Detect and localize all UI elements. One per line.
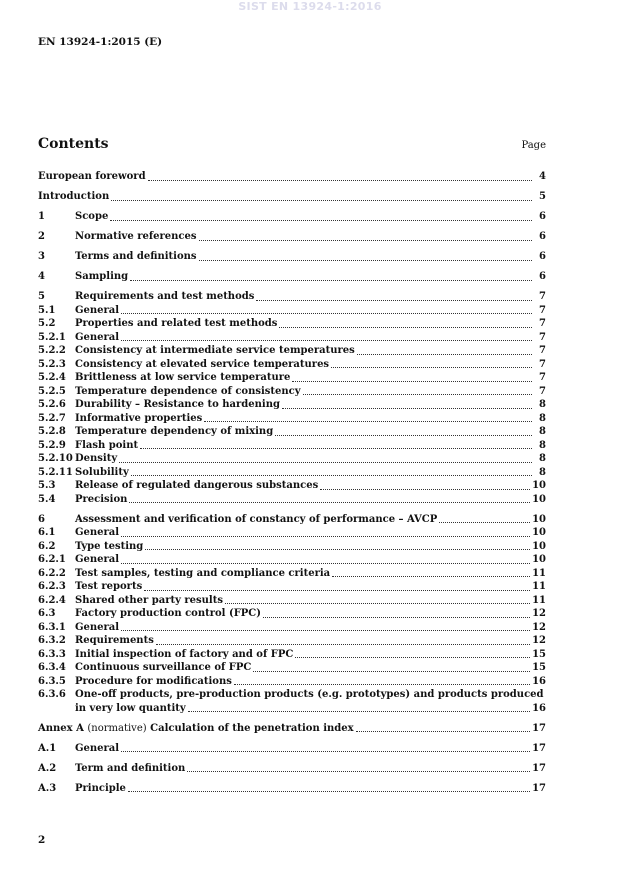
leader-dots bbox=[121, 313, 532, 314]
leader-dots bbox=[121, 340, 532, 341]
contents-header bbox=[38, 136, 546, 152]
leader-dots bbox=[148, 180, 532, 181]
toc-entry[interactable] bbox=[38, 607, 546, 621]
toc-entry-annex[interactable] bbox=[38, 722, 546, 736]
toc-entry-page: 17 bbox=[532, 742, 546, 754]
toc-entry[interactable] bbox=[38, 742, 546, 756]
toc-entry-number: 6.1 bbox=[38, 527, 56, 538]
toc-entry-number: 3 bbox=[38, 251, 45, 262]
leader-dots bbox=[188, 711, 530, 712]
toc-entry-title: Flash point bbox=[75, 439, 139, 451]
toc-entry-number: 5.2.3 bbox=[38, 358, 66, 370]
leader-dots bbox=[292, 381, 532, 382]
toc-entry[interactable] bbox=[38, 479, 546, 493]
toc-entry-page: 12 bbox=[532, 621, 546, 633]
toc-entry-number: 5.3 bbox=[38, 480, 56, 491]
leader-dots bbox=[253, 671, 530, 672]
toc-entry-number: 6.2.2 bbox=[38, 567, 66, 579]
toc-entry[interactable] bbox=[38, 304, 546, 318]
leader-dots bbox=[282, 408, 532, 409]
leader-dots bbox=[320, 489, 530, 490]
toc-entry-page: 10 bbox=[532, 493, 546, 505]
toc-entry-number: 5.2 bbox=[38, 318, 56, 329]
toc-entry-title: Initial inspection of factory and of FPC bbox=[75, 648, 294, 660]
toc-entry-title: Factory production control (FPC) bbox=[75, 608, 262, 619]
toc-entry-number: 6.2.3 bbox=[38, 581, 66, 592]
leader-dots bbox=[357, 354, 532, 355]
toc-entry[interactable] bbox=[38, 170, 546, 184]
toc-entry-title: Density bbox=[75, 453, 118, 464]
toc-entry-number: 5.2.9 bbox=[38, 439, 66, 451]
toc-entry-page: 17 bbox=[532, 762, 546, 774]
toc-entry-page: 6 bbox=[539, 231, 546, 242]
toc-entry[interactable] bbox=[38, 398, 546, 412]
toc-entry-page: 7 bbox=[539, 331, 546, 343]
annex-type: (normative) bbox=[87, 722, 147, 734]
toc-entry-title: European foreword bbox=[38, 171, 146, 182]
toc-entry-number: 6.2.1 bbox=[38, 554, 66, 565]
toc-entry-title: One-off products, pre-production products (e.g. prototypes) and products produced bbox=[75, 689, 544, 700]
toc-entry-page: 15 bbox=[532, 648, 546, 660]
toc-entry[interactable] bbox=[38, 567, 546, 581]
toc-entry-page: 7 bbox=[539, 358, 546, 370]
toc-entry[interactable] bbox=[38, 412, 546, 426]
toc-entry-number: 2 bbox=[38, 231, 45, 242]
toc-entry[interactable] bbox=[38, 526, 546, 540]
toc-entry-page: 11 bbox=[532, 567, 546, 579]
leader-dots bbox=[275, 435, 532, 436]
leader-dots bbox=[331, 367, 532, 368]
toc-entry-title: Requirements and test methods bbox=[75, 291, 255, 302]
toc-entry-page: 11 bbox=[532, 581, 546, 592]
toc-entry-number: A.1 bbox=[38, 742, 57, 754]
toc-entry-page: 10 bbox=[532, 527, 546, 538]
leader-dots bbox=[263, 617, 530, 618]
toc-entry-title: Principle bbox=[75, 782, 126, 794]
toc-entry[interactable] bbox=[38, 540, 546, 554]
toc-entry-number: 5.2.4 bbox=[38, 372, 66, 383]
toc-entry-number: 6.3.6 bbox=[38, 689, 66, 700]
toc-entry-page: 6 bbox=[539, 251, 546, 262]
leader-dots bbox=[295, 657, 530, 658]
toc-entry-number: 6.2.4 bbox=[38, 594, 66, 606]
toc-entry-page: 8 bbox=[539, 453, 546, 464]
toc-entry-title: Consistency at intermediate service temperatures bbox=[75, 345, 355, 356]
toc-entry-title: Informative properties bbox=[75, 412, 203, 424]
toc-entry-title: Introduction bbox=[38, 191, 110, 202]
toc-entry[interactable] bbox=[38, 621, 546, 635]
toc-entry-number: 6.3.3 bbox=[38, 648, 66, 660]
toc-entry[interactable] bbox=[38, 317, 546, 331]
toc-entry[interactable] bbox=[38, 580, 546, 594]
toc-entry[interactable] bbox=[38, 371, 546, 385]
toc-entry-number: 5 bbox=[38, 291, 45, 302]
toc-entry-title: Precision bbox=[75, 493, 128, 505]
toc-entry-page: 8 bbox=[539, 412, 546, 424]
toc-entry-title: Terms and definitions bbox=[75, 251, 197, 262]
toc-entry-title: General bbox=[75, 331, 120, 343]
toc-entry-number: 5.2.1 bbox=[38, 331, 66, 343]
toc-entry-number: 5.2.10 bbox=[38, 453, 73, 464]
toc-entry[interactable] bbox=[38, 762, 546, 776]
toc-entry-number: 6 bbox=[38, 513, 45, 525]
leader-dots bbox=[130, 280, 532, 281]
toc-entry-title: Type testing bbox=[75, 540, 144, 552]
toc-entry-title: Consistency at elevated service temperatures bbox=[75, 358, 330, 370]
page-column-label: Page bbox=[521, 140, 546, 151]
toc-entry[interactable] bbox=[38, 782, 546, 796]
toc-entry-page: 10 bbox=[532, 513, 546, 525]
toc-entry[interactable] bbox=[38, 425, 546, 439]
toc-entry-page: 7 bbox=[539, 318, 546, 329]
toc-entry-page: 10 bbox=[532, 480, 546, 491]
toc-entry-page: 8 bbox=[539, 466, 546, 478]
leader-dots bbox=[129, 502, 530, 503]
leader-dots bbox=[356, 731, 530, 732]
toc-entry-title: General bbox=[75, 554, 120, 565]
toc-entry-title: Requirements bbox=[75, 635, 154, 646]
toc-entry-page: 5 bbox=[539, 191, 546, 202]
toc-entry-page: 6 bbox=[539, 211, 546, 222]
leader-dots bbox=[140, 448, 532, 449]
toc-entry-title: Properties and related test methods bbox=[75, 318, 278, 329]
toc-entry[interactable] bbox=[38, 688, 546, 702]
toc-entry[interactable] bbox=[38, 452, 546, 466]
toc-entry-title: Test reports bbox=[75, 581, 143, 592]
leader-dots bbox=[128, 791, 530, 792]
watermark: SIST EN 13924-1:2016 bbox=[238, 0, 382, 13]
toc-entry-page: 8 bbox=[539, 399, 546, 410]
toc-entry[interactable] bbox=[38, 648, 546, 662]
toc-entry-title: Scope bbox=[75, 211, 109, 222]
toc-entry-number: 5.2.5 bbox=[38, 385, 66, 397]
toc-entry-title: Temperature dependency of mixing bbox=[75, 426, 274, 437]
toc-entry[interactable] bbox=[38, 331, 546, 345]
toc-entry[interactable] bbox=[38, 230, 546, 244]
toc-entry-page: 4 bbox=[539, 171, 546, 182]
leader-dots bbox=[121, 536, 530, 537]
toc-entry-title: General bbox=[75, 527, 120, 538]
toc-entry-page: 6 bbox=[539, 271, 546, 282]
leader-dots bbox=[187, 771, 530, 772]
toc-entry-page: 7 bbox=[539, 372, 546, 383]
toc-entry[interactable] bbox=[38, 675, 546, 689]
leader-dots bbox=[303, 394, 532, 395]
toc-entry-page: 7 bbox=[539, 291, 546, 302]
toc-entry-number: 6.2 bbox=[38, 540, 56, 552]
toc-entry-number: 1 bbox=[38, 211, 45, 222]
toc-entry-number: 6.3.4 bbox=[38, 662, 66, 673]
leader-dots bbox=[119, 462, 532, 463]
leader-dots bbox=[131, 475, 532, 476]
leader-dots bbox=[204, 421, 532, 422]
toc-entry-page: 10 bbox=[532, 554, 546, 565]
toc-entry-number: 6.3.5 bbox=[38, 675, 66, 687]
contents-title: Contents bbox=[38, 136, 109, 152]
toc-entry[interactable] bbox=[38, 190, 546, 204]
leader-dots bbox=[145, 549, 530, 550]
toc-entry-page: 8 bbox=[539, 439, 546, 451]
table-of-contents bbox=[38, 170, 546, 795]
toc-entry-page: 17 bbox=[532, 782, 546, 794]
toc-entry[interactable] bbox=[38, 358, 546, 372]
toc-entry-number: 5.2.11 bbox=[38, 466, 73, 478]
leader-dots bbox=[111, 200, 532, 201]
toc-entry[interactable] bbox=[38, 634, 546, 648]
toc-entry-number: 6.3.1 bbox=[38, 621, 66, 633]
toc-entry-page: 7 bbox=[539, 385, 546, 397]
toc-entry-number: 5.4 bbox=[38, 493, 56, 505]
toc-entry-number: A.2 bbox=[38, 762, 57, 774]
toc-entry[interactable] bbox=[38, 466, 546, 480]
leader-dots bbox=[279, 327, 532, 328]
leader-dots bbox=[332, 576, 530, 577]
toc-entry-title: General bbox=[75, 621, 120, 633]
toc-entry-title: Shared other party results bbox=[75, 594, 223, 606]
toc-entry-title: General bbox=[75, 304, 120, 316]
leader-dots bbox=[199, 240, 533, 241]
toc-entry-title: Release of regulated dangerous substances bbox=[75, 480, 319, 491]
toc-entry-title-continued: in very low quantity bbox=[75, 702, 186, 714]
toc-entry-page: 11 bbox=[532, 594, 546, 606]
toc-entry-title: Sampling bbox=[75, 271, 129, 282]
leader-dots bbox=[121, 751, 530, 752]
toc-entry-page: 17 bbox=[532, 722, 546, 734]
toc-entry-page: 8 bbox=[539, 426, 546, 437]
toc-entry-number: 5.2.6 bbox=[38, 399, 66, 410]
toc-entry-page: 7 bbox=[539, 304, 546, 316]
leader-dots bbox=[256, 300, 532, 301]
leader-dots bbox=[144, 590, 530, 591]
toc-entry[interactable] bbox=[38, 594, 546, 608]
toc-entry-title: Durability – Resistance to hardening bbox=[75, 399, 280, 410]
leader-dots bbox=[439, 522, 530, 523]
leader-dots bbox=[234, 684, 530, 685]
toc-entry-number: 4 bbox=[38, 271, 45, 282]
toc-entry[interactable] bbox=[38, 661, 546, 675]
toc-entry-page: 16 bbox=[532, 702, 546, 714]
leader-dots bbox=[121, 630, 530, 631]
toc-entry-page: 16 bbox=[532, 675, 546, 687]
toc-entry-number: 5.2.7 bbox=[38, 412, 66, 424]
annex-label: Annex A bbox=[38, 722, 84, 734]
toc-entry[interactable] bbox=[38, 290, 546, 304]
leader-dots bbox=[110, 220, 532, 221]
toc-entry-title: Procedure for modifications bbox=[75, 675, 232, 687]
toc-entry-number: 6.3 bbox=[38, 608, 56, 619]
toc-entry[interactable] bbox=[38, 250, 546, 264]
leader-dots bbox=[121, 563, 530, 564]
toc-entry[interactable] bbox=[38, 270, 546, 284]
leader-dots bbox=[225, 603, 530, 604]
toc-entry-page: 7 bbox=[539, 345, 546, 356]
toc-entry[interactable] bbox=[38, 210, 546, 224]
toc-entry-title: Calculation of the penetration index bbox=[150, 722, 354, 734]
toc-entry-title: Continuous surveillance of FPC bbox=[75, 662, 252, 673]
toc-entry-page: 15 bbox=[532, 662, 546, 673]
toc-entry[interactable] bbox=[38, 385, 546, 399]
document-id: EN 13924-1:2015 (E) bbox=[38, 36, 163, 48]
toc-entry-page: 12 bbox=[532, 608, 546, 619]
toc-entry-continuation[interactable] bbox=[38, 702, 546, 716]
toc-entry-title: Brittleness at low service temperature bbox=[75, 372, 291, 383]
toc-entry[interactable] bbox=[38, 493, 546, 507]
toc-entry-title: Test samples, testing and compliance criteria bbox=[75, 567, 331, 579]
toc-entry[interactable] bbox=[38, 553, 546, 567]
toc-entry-page: 10 bbox=[532, 540, 546, 552]
toc-entry-number: A.3 bbox=[38, 782, 57, 794]
toc-entry-title: Temperature dependence of consistency bbox=[75, 385, 301, 397]
toc-entry-number: 5.2.2 bbox=[38, 345, 66, 356]
toc-entry[interactable] bbox=[38, 439, 546, 453]
toc-entry-number: 5.2.8 bbox=[38, 426, 66, 437]
toc-entry[interactable] bbox=[38, 513, 546, 527]
toc-entry-number: 6.3.2 bbox=[38, 635, 66, 646]
toc-entry-page: 12 bbox=[532, 635, 546, 646]
leader-dots bbox=[199, 260, 532, 261]
leader-dots bbox=[156, 644, 530, 645]
toc-entry[interactable] bbox=[38, 344, 546, 358]
toc-entry-number: 5.1 bbox=[38, 304, 56, 316]
toc-entry-title: Normative references bbox=[75, 231, 197, 242]
toc-entry-title: Term and definition bbox=[75, 762, 186, 774]
toc-entry-title: Solubility bbox=[75, 466, 129, 478]
page-number: 2 bbox=[38, 834, 46, 846]
toc-entry-title: General bbox=[75, 742, 120, 754]
toc-entry-title: Assessment and verification of constancy of performance – AVCP bbox=[75, 513, 438, 525]
